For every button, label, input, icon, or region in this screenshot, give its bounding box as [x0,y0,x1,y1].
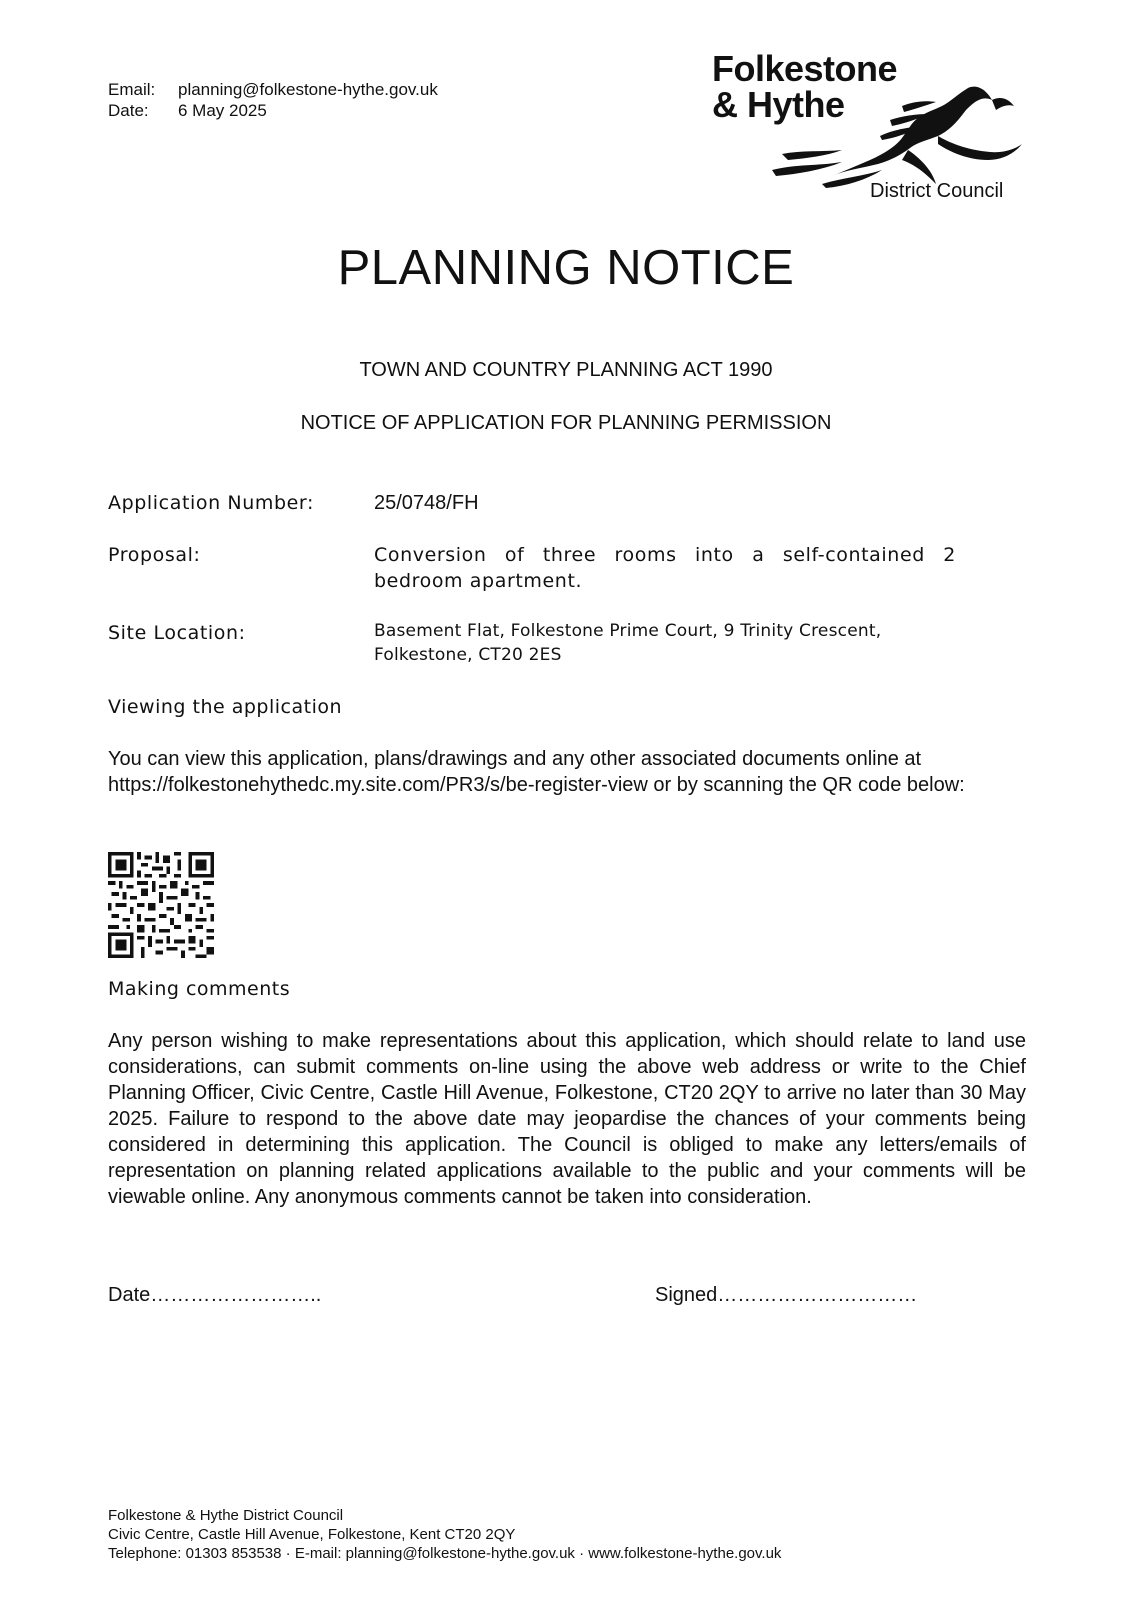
footer-line-3: Telephone: 01303 853538 · E-mail: planning@folkestone-hythe.gov.uk · www.folkestone-hythe.gov.uk [108,1545,782,1562]
date-row [108,100,438,121]
proposal-label: Proposal: [108,544,201,566]
footer-line-1: Folkestone & Hythe District Council [108,1507,344,1524]
page-title: PLANNING NOTICE [337,241,795,295]
horse-icon [752,80,1032,190]
notice-subheading: NOTICE OF APPLICATION FOR PLANNING PERMISSION [300,412,832,434]
email-row [108,79,438,100]
viewing-paragraph [108,746,1026,798]
application-number-label: Application Number: [108,492,314,514]
comments-paragraph: Any person wishing to make representations about this application, which should relate to land use considerations, can submit comments on-line using the above web address or write to the Chief Planning Officer, Civic Centre, Castle Hill Avenue, Folkestone, CT20 2QY to arrive no later than 30 May 2025. Failure to respond to the above date may jeopardise the chances of your comments being considered in determining this application. The Council is obliged to make any letters/emails of representation on planning related applications available to the public and your comments will be viewable online. Any anonymous comments cannot be taken into consideration. [108,1030,1026,1208]
date-value: 6 May 2025 [178,101,267,120]
signed-signature-line: Signed………………………… [655,1284,918,1306]
date-label: Date: [108,101,149,120]
logo-line-3: District Council [870,180,1004,202]
footer-line-2: Civic Centre, Castle Hill Avenue, Folkestone, Kent CT20 2QY [108,1526,516,1543]
site-location-label: Site Location: [108,622,246,644]
register-link[interactable]: https://folkestonehythedc.my.site.com/PR3/s/be-register-view [108,774,648,796]
viewing-text-before: You can view this application, plans/drawings and any other associated documents online at [108,748,922,770]
date-signature-line: Date…………………….. [108,1284,322,1306]
viewing-heading: Viewing the application [108,696,343,718]
site-location-value: Basement Flat, Folkestone Prime Court, 9 Trinity Crescent, Folkestone, CT20 2ES [374,621,882,665]
comments-heading: Making comments [108,978,291,1000]
footer [108,1506,781,1563]
logo-line-2: & Hythe [712,84,845,125]
viewing-text-after: or by scanning the QR code below: [653,774,965,796]
logo-line-1: Folkestone [712,48,898,89]
proposal-value: Conversion of three rooms into a self-contained 2 bedroom apartment. [374,544,956,592]
application-number-value: 25/0748/FH [374,492,479,514]
contact-block [108,79,438,121]
qr-code-icon[interactable] [108,852,214,958]
email-value[interactable]: planning@folkestone-hythe.gov.uk [178,80,438,99]
act-heading: TOWN AND COUNTRY PLANNING ACT 1990 [359,359,773,381]
email-label: Email: [108,80,156,99]
council-logo [712,50,1032,210]
